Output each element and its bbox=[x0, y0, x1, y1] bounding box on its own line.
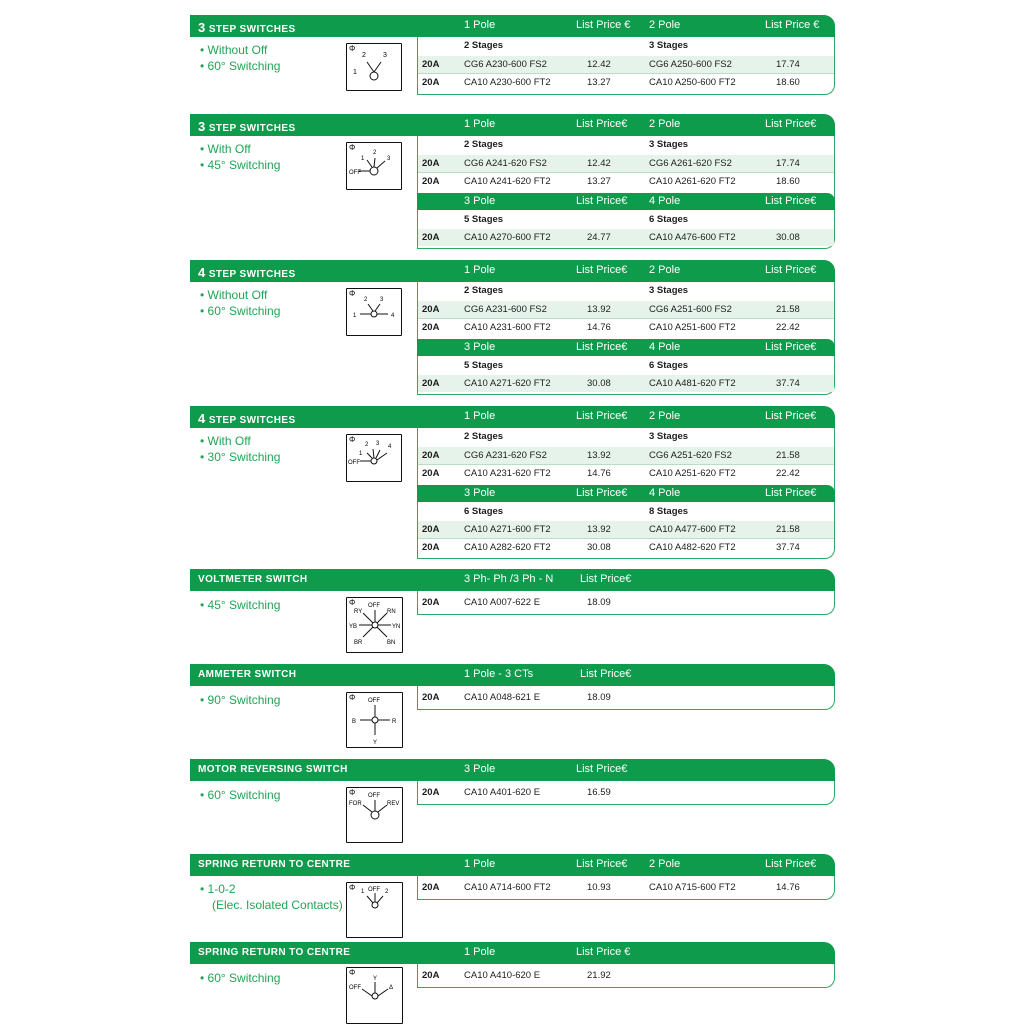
table-row: 20A CA10 A007-622 E 18.09 bbox=[422, 597, 611, 608]
feature-bullet: • 60° Switching bbox=[200, 304, 281, 318]
section-header: AMMETER SWITCH 1 Pole - 3 CTs List Price€ bbox=[190, 664, 835, 686]
section-4-step-with-off bbox=[190, 406, 835, 559]
stages-row: 5 Stages 6 Stages bbox=[464, 360, 689, 371]
section-voltmeter-switch bbox=[190, 569, 835, 654]
section-header: 3 STEP SWITCHES 1 Pole List Price€ 2 Pole List Price€ bbox=[190, 114, 835, 136]
switch-symbol-diagram: Φ OFF 1 2 3 4 bbox=[346, 434, 402, 482]
section-3-step-with-off bbox=[190, 114, 835, 250]
table-row: 20A CA10 A231-600 FT2 14.76 CA10 A251-600 FT2 22.42 bbox=[422, 322, 800, 333]
table-row: 20A CA10 A231-620 FT2 14.76 CA10 A251-620 FT2 22.42 bbox=[422, 468, 800, 479]
section-title: 4 STEP SWITCHES bbox=[198, 265, 296, 280]
feature-bullet: • 90° Switching bbox=[200, 693, 281, 707]
svg-text:3: 3 bbox=[383, 52, 387, 59]
sub-header: 3 Pole List Price€ 4 Pole List Price€ bbox=[417, 339, 835, 356]
col-list-price: List Price € bbox=[765, 19, 820, 31]
section-title: VOLTMETER SWITCH bbox=[198, 574, 308, 585]
section-title: SPRING RETURN TO CENTRE bbox=[198, 859, 351, 870]
svg-text:OFF: OFF bbox=[368, 793, 380, 799]
svg-text:RN: RN bbox=[387, 609, 396, 615]
svg-text:4: 4 bbox=[388, 444, 392, 450]
svg-text:B: B bbox=[352, 719, 357, 725]
table-row: 20A CG6 A231-600 FS2 13.92 CG6 A251-600 FS2 21.58 bbox=[418, 301, 834, 319]
feature-bullet: • Without Off bbox=[200, 288, 268, 302]
section-title: 4 STEP SWITCHES bbox=[198, 411, 296, 426]
switch-symbol-diagram: Φ 1 2 3 4 bbox=[346, 288, 402, 336]
table-row: 20A CG6 A241-620 FS2 12.42 CG6 A261-620 FS2 17.74 bbox=[418, 155, 834, 173]
svg-text:Y: Y bbox=[373, 740, 378, 746]
svg-text:1: 1 bbox=[353, 313, 357, 319]
svg-text:BN: BN bbox=[387, 640, 396, 646]
svg-text:2: 2 bbox=[373, 150, 377, 156]
switch-symbol-diagram: Φ 2 3 1 bbox=[346, 43, 402, 91]
feature-bullet: • Without Off bbox=[200, 43, 268, 57]
section-header: VOLTMETER SWITCH 3 Ph- Ph /3 Ph - N List Price€ bbox=[190, 569, 835, 591]
svg-text:2: 2 bbox=[364, 297, 368, 303]
svg-text:1: 1 bbox=[361, 156, 365, 162]
table-row: 20A CA10 A048-621 E 18.09 bbox=[422, 692, 611, 703]
stages-row: 2 Stages 3 Stages bbox=[464, 285, 689, 296]
table-row: 20A CA10 A271-600 FT2 13.92 CA10 A477-600 FT2 21.58 bbox=[418, 521, 834, 539]
section-title: AMMETER SWITCH bbox=[198, 669, 297, 680]
price-table bbox=[417, 37, 835, 95]
svg-text:1: 1 bbox=[353, 69, 357, 76]
stages-row: 5 Stages 6 Stages bbox=[464, 214, 689, 225]
svg-text:1: 1 bbox=[359, 451, 363, 457]
svg-text:BR: BR bbox=[354, 640, 363, 646]
section-title: 3 STEP SWITCHES bbox=[198, 20, 296, 35]
table-row: 20A CA10 A270-600 FT2 24.77 CA10 A476-600 FT2 30.08 bbox=[418, 229, 834, 246]
svg-text:OFF: OFF bbox=[368, 603, 380, 609]
price-table bbox=[417, 591, 835, 615]
table-row: 20A CA10 A241-620 FT2 13.27 CA10 A261-620 FT2 18.60 bbox=[422, 176, 800, 187]
section-title: SPRING RETURN TO CENTRE bbox=[198, 947, 351, 958]
section-header: MOTOR REVERSING SWITCH 3 Pole List Price€ bbox=[190, 759, 835, 781]
svg-text:RY: RY bbox=[354, 609, 363, 615]
feature-bullet: • 45° Switching bbox=[200, 158, 281, 172]
switch-symbol-diagram: Φ OFF RY RN YB YN BR BN bbox=[346, 597, 403, 653]
svg-text:YB: YB bbox=[349, 624, 358, 630]
feature-bullet: • 60° Switching bbox=[200, 788, 281, 802]
stages-row: 2 Stages 3 Stages bbox=[464, 40, 689, 51]
section-spring-return-1-0-2 bbox=[190, 854, 835, 939]
price-table bbox=[417, 686, 835, 710]
svg-text:OFF: OFF bbox=[368, 887, 380, 893]
section-3-step-without-off bbox=[190, 15, 835, 97]
price-table bbox=[417, 876, 835, 900]
section-title: 3 STEP SWITCHES bbox=[198, 119, 296, 134]
table-row: 20A CA10 A282-620 FT2 30.08 CA10 A482-620 FT2 37.74 bbox=[422, 542, 800, 553]
price-table bbox=[417, 781, 835, 805]
table-row: 20A CA10 A410-620 E 21.92 bbox=[422, 970, 611, 981]
switch-symbol-diagram: Φ OFF FOR REV bbox=[346, 787, 403, 843]
stages-row: 6 Stages 8 Stages bbox=[464, 506, 689, 517]
section-motor-reversing-switch bbox=[190, 759, 835, 844]
feature-bullet: • 45° Switching bbox=[200, 598, 281, 612]
svg-text:1: 1 bbox=[361, 889, 365, 895]
section-4-step-without-off bbox=[190, 260, 835, 396]
svg-text:OFF: OFF bbox=[368, 698, 380, 704]
section-title: MOTOR REVERSING SWITCH bbox=[198, 764, 348, 775]
svg-text:2: 2 bbox=[365, 442, 369, 448]
svg-text:FOR: FOR bbox=[349, 801, 362, 807]
table-row: 20A CA10 A230-600 FT2 13.27 CA10 A250-600 FT2 18.60 bbox=[422, 77, 800, 88]
section-header: 4 STEP SWITCHES 1 Pole List Price€ 2 Pole List Price€ bbox=[190, 260, 835, 282]
col-list-price: List Price € bbox=[576, 19, 631, 31]
svg-text:OFF: OFF bbox=[348, 460, 360, 466]
svg-text:R: R bbox=[392, 719, 397, 725]
svg-text:4: 4 bbox=[391, 313, 395, 319]
table-row: 20A CA10 A401-620 E 16.59 bbox=[422, 787, 611, 798]
switch-symbol-diagram: Φ OFF B R Y bbox=[346, 692, 403, 748]
svg-text:2: 2 bbox=[385, 889, 389, 895]
section-header: SPRING RETURN TO CENTRE 1 Pole List Price€ 2 Pole List Price€ bbox=[190, 854, 835, 876]
svg-text:OFF: OFF bbox=[349, 985, 361, 991]
section-header: SPRING RETURN TO CENTRE 1 Pole List Price € bbox=[190, 942, 835, 964]
switch-symbol-diagram: Φ Y OFF Δ bbox=[346, 967, 403, 1024]
col-2-pole: 2 Pole bbox=[649, 19, 681, 31]
svg-text:3: 3 bbox=[387, 156, 391, 162]
section-spring-return-60 bbox=[190, 942, 835, 1024]
svg-text:2: 2 bbox=[362, 52, 366, 59]
sub-header: 3 Pole List Price€ 4 Pole List Price€ bbox=[417, 485, 835, 502]
col-1-pole: 1 Pole bbox=[464, 19, 496, 31]
svg-text:Δ: Δ bbox=[389, 985, 394, 991]
switch-symbol-diagram: Φ OFF 1 2 bbox=[346, 882, 403, 938]
feature-bullet-note: (Elec. Isolated Contacts) bbox=[212, 898, 343, 912]
feature-bullet: • 60° Switching bbox=[200, 971, 281, 985]
svg-text:YN: YN bbox=[392, 624, 401, 630]
table-row: 20A CG6 A230-600 FS2 12.42 CG6 A250-600 FS2 17.74 bbox=[418, 56, 834, 74]
feature-bullet: • With Off bbox=[200, 434, 251, 448]
svg-text:Y: Y bbox=[373, 976, 378, 982]
stages-row: 2 Stages 3 Stages bbox=[464, 431, 689, 442]
svg-text:3: 3 bbox=[380, 297, 384, 303]
section-ammeter-switch bbox=[190, 664, 835, 749]
table-row: 20A CG6 A231-620 FS2 13.92 CG6 A251-620 FS2 21.58 bbox=[418, 447, 834, 465]
section-header: 4 STEP SWITCHES 1 Pole List Price€ 2 Pole List Price€ bbox=[190, 406, 835, 428]
feature-bullet: • With Off bbox=[200, 142, 251, 156]
feature-bullet: • 1-0-2 bbox=[200, 882, 236, 896]
stages-row: 2 Stages 3 Stages bbox=[464, 139, 689, 150]
table-row: 20A CA10 A714-600 FT2 10.93 CA10 A715-600 FT2 14.76 bbox=[422, 882, 800, 893]
sub-header: 3 Pole List Price€ 4 Pole List Price€ bbox=[417, 193, 835, 210]
svg-text:OFF: OFF bbox=[349, 170, 361, 176]
feature-bullet: • 30° Switching bbox=[200, 450, 281, 464]
svg-text:3: 3 bbox=[376, 441, 380, 447]
section-header bbox=[190, 15, 835, 37]
feature-bullet: • 60° Switching bbox=[200, 59, 281, 73]
table-row: 20A CA10 A271-620 FT2 30.08 CA10 A481-620 FT2 37.74 bbox=[418, 375, 834, 392]
switch-symbol-diagram: Φ OFF 1 2 3 bbox=[346, 142, 402, 190]
svg-text:REV: REV bbox=[387, 801, 400, 807]
price-table bbox=[417, 964, 835, 988]
